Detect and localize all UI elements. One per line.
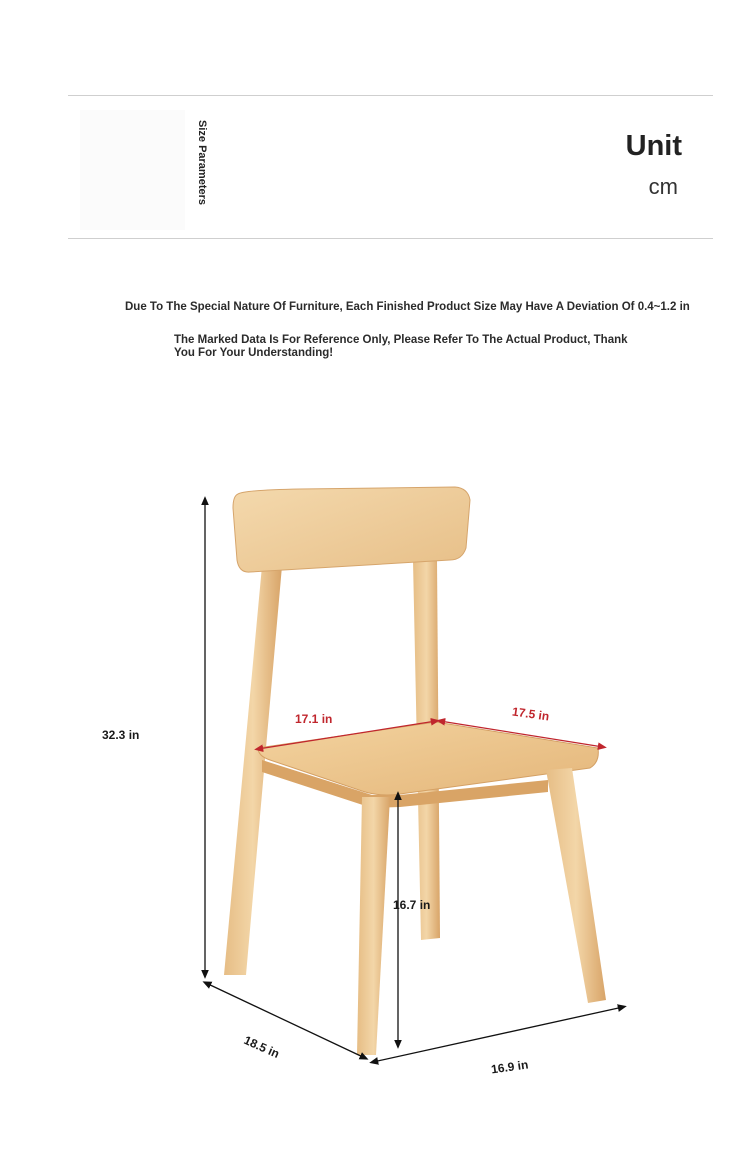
front-right-leg <box>546 768 606 1003</box>
footprint-width-dimension-line <box>373 1007 623 1062</box>
backrest <box>233 487 470 572</box>
unit-title: Unit <box>625 130 682 162</box>
seat-depth-label: 17.5 in <box>511 704 551 724</box>
section-label: Size Parameters <box>196 120 208 205</box>
unit-value: cm <box>648 174 678 199</box>
reference-notice: The Marked Data Is For Reference Only, Please Refer To The Actual Product, Thank You For Your Understanding! <box>174 334 628 359</box>
front-left-leg <box>357 797 390 1055</box>
seat-width-label: 17.1 in <box>295 712 333 726</box>
footprint-width-label: 16.9 in <box>490 1057 530 1077</box>
deviation-notice: Due To The Special Nature Of Furniture, Each Finished Product Size May Have A Deviation Of 0.4~1.2 in <box>125 301 690 313</box>
footprint-depth-label: 18.5 in <box>241 1033 282 1061</box>
seat-height-label: 16.7 in <box>393 898 431 912</box>
height-label: 32.3 in <box>102 728 140 742</box>
footprint-depth-dimension-line <box>206 983 365 1058</box>
